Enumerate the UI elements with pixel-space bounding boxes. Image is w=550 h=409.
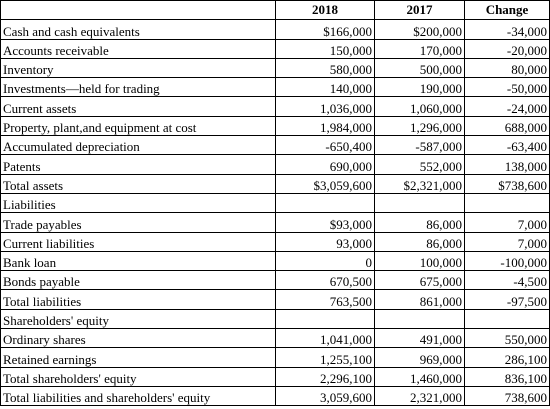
value-2018 bbox=[276, 309, 375, 328]
table-row bbox=[1, 39, 550, 58]
value-2018: 0 bbox=[276, 251, 375, 270]
value-2018: 2,296,100 bbox=[276, 367, 375, 386]
header-2018: 2018 bbox=[276, 1, 375, 20]
value-change: 688,000 bbox=[465, 116, 550, 135]
row-label: Total shareholders' equity bbox=[1, 367, 276, 386]
value-change: 550,000 bbox=[465, 329, 550, 348]
value-2018: 763,500 bbox=[276, 290, 375, 309]
row-label: Cash and cash equivalents bbox=[1, 20, 276, 39]
table-body bbox=[1, 20, 550, 406]
table-row bbox=[1, 232, 550, 251]
value-2018: 690,000 bbox=[276, 155, 375, 174]
value-2017: 861,000 bbox=[375, 290, 465, 309]
value-change: -63,400 bbox=[465, 136, 550, 155]
row-label: Liabilities bbox=[1, 193, 276, 212]
row-label: Inventory bbox=[1, 58, 276, 77]
value-2018: $3,059,600 bbox=[276, 174, 375, 193]
value-2017: 170,000 bbox=[375, 39, 465, 58]
value-change: -24,000 bbox=[465, 97, 550, 116]
value-change: 138,000 bbox=[465, 155, 550, 174]
table-row bbox=[1, 174, 550, 193]
value-change: -97,500 bbox=[465, 290, 550, 309]
value-2017: 1,296,000 bbox=[375, 116, 465, 135]
row-label: Current assets bbox=[1, 97, 276, 116]
value-change: -100,000 bbox=[465, 251, 550, 270]
value-2018: 580,000 bbox=[276, 58, 375, 77]
value-change: -34,000 bbox=[465, 20, 550, 39]
table-row bbox=[1, 136, 550, 155]
value-2018: 93,000 bbox=[276, 232, 375, 251]
row-label: Ordinary shares bbox=[1, 329, 276, 348]
row-label: Total liabilities bbox=[1, 290, 276, 309]
value-2018: 670,500 bbox=[276, 271, 375, 290]
row-label: Bonds payable bbox=[1, 271, 276, 290]
value-2017: $200,000 bbox=[375, 20, 465, 39]
value-2018: 1,041,000 bbox=[276, 329, 375, 348]
value-change: -50,000 bbox=[465, 78, 550, 97]
header-row bbox=[1, 1, 550, 20]
value-2018: 140,000 bbox=[276, 78, 375, 97]
row-label: Retained earnings bbox=[1, 348, 276, 367]
value-2018: 1,255,100 bbox=[276, 348, 375, 367]
value-2017: 86,000 bbox=[375, 213, 465, 232]
row-label: Shareholders' equity bbox=[1, 309, 276, 328]
table-row bbox=[1, 386, 550, 405]
table-row bbox=[1, 20, 550, 39]
value-2017: $2,321,000 bbox=[375, 174, 465, 193]
header-label-cell bbox=[1, 1, 276, 20]
table-row bbox=[1, 97, 550, 116]
value-change: -4,500 bbox=[465, 271, 550, 290]
value-2017: 969,000 bbox=[375, 348, 465, 367]
value-change bbox=[465, 309, 550, 328]
value-2017: 190,000 bbox=[375, 78, 465, 97]
value-2018 bbox=[276, 193, 375, 212]
row-label: Trade payables bbox=[1, 213, 276, 232]
table-row bbox=[1, 290, 550, 309]
value-2017 bbox=[375, 193, 465, 212]
table-row bbox=[1, 367, 550, 386]
row-label: Accumulated depreciation bbox=[1, 136, 276, 155]
value-change: 286,100 bbox=[465, 348, 550, 367]
value-change: -20,000 bbox=[465, 39, 550, 58]
table-row bbox=[1, 329, 550, 348]
row-label: Total liabilities and shareholders' equity bbox=[1, 386, 276, 405]
value-2018: 1,984,000 bbox=[276, 116, 375, 135]
value-2017: 500,000 bbox=[375, 58, 465, 77]
row-label: Investments—held for trading bbox=[1, 78, 276, 97]
table-row bbox=[1, 251, 550, 270]
value-2018: -650,400 bbox=[276, 136, 375, 155]
header-2017: 2017 bbox=[375, 1, 465, 20]
table-row bbox=[1, 271, 550, 290]
value-2018: 1,036,000 bbox=[276, 97, 375, 116]
value-2017: -587,000 bbox=[375, 136, 465, 155]
value-2017: 491,000 bbox=[375, 329, 465, 348]
value-2017: 1,460,000 bbox=[375, 367, 465, 386]
value-change: $738,600 bbox=[465, 174, 550, 193]
value-2018: $166,000 bbox=[276, 20, 375, 39]
table-row bbox=[1, 155, 550, 174]
row-label: Accounts receivable bbox=[1, 39, 276, 58]
table-row bbox=[1, 309, 550, 328]
value-change: 80,000 bbox=[465, 58, 550, 77]
value-2017: 675,000 bbox=[375, 271, 465, 290]
table-row bbox=[1, 116, 550, 135]
value-2017: 552,000 bbox=[375, 155, 465, 174]
value-change bbox=[465, 193, 550, 212]
value-2018: 150,000 bbox=[276, 39, 375, 58]
header-change: Change bbox=[465, 1, 550, 20]
value-2018: $93,000 bbox=[276, 213, 375, 232]
row-label: Bank loan bbox=[1, 251, 276, 270]
table-row bbox=[1, 348, 550, 367]
row-label: Total assets bbox=[1, 174, 276, 193]
value-change: 836,100 bbox=[465, 367, 550, 386]
value-2017 bbox=[375, 309, 465, 328]
row-label: Property, plant,and equipment at cost bbox=[1, 116, 276, 135]
value-change: 7,000 bbox=[465, 232, 550, 251]
table-row bbox=[1, 78, 550, 97]
value-change: 7,000 bbox=[465, 213, 550, 232]
value-2017: 1,060,000 bbox=[375, 97, 465, 116]
row-label: Patents bbox=[1, 155, 276, 174]
value-2017: 86,000 bbox=[375, 232, 465, 251]
row-label: Current liabilities bbox=[1, 232, 276, 251]
value-change: 738,600 bbox=[465, 386, 550, 405]
value-2017: 2,321,000 bbox=[375, 386, 465, 405]
table-row bbox=[1, 193, 550, 212]
value-2018: 3,059,600 bbox=[276, 386, 375, 405]
table-row bbox=[1, 213, 550, 232]
table-row bbox=[1, 58, 550, 77]
value-2017: 100,000 bbox=[375, 251, 465, 270]
